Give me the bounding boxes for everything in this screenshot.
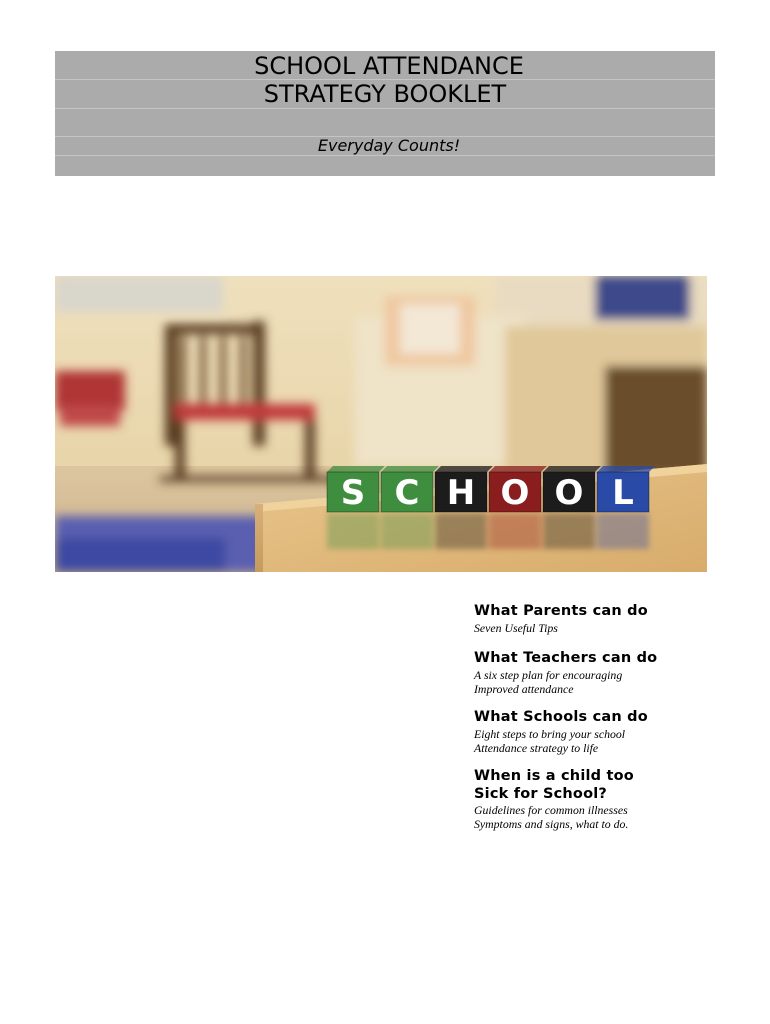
section-description: Improved attendance [474,681,574,696]
section-description: Guidelines for common illnesses [474,803,628,817]
section-heading-parents: What Parents can do [474,603,648,619]
title-banner [55,51,715,176]
classroom-photo [55,276,707,572]
page-subtitle: Everyday Counts! [317,136,461,155]
section-description: Seven Useful Tips [474,620,558,635]
list-item [474,768,734,831]
list-item [474,650,734,696]
section-heading-schools: What Schools can do [474,709,648,725]
section-description: A six step plan for encouraging [474,667,623,682]
section-description: Attendance strategy to life [474,740,599,755]
letter-block-label: S [340,473,366,513]
letter-block-label: C [394,473,420,513]
list-item [474,603,734,635]
section-heading-teachers: What Teachers can do [474,650,658,666]
section-heading-sick: When is a child too [474,768,634,784]
letter-block [489,466,547,513]
section-heading-sick: Sick for School? [474,785,608,802]
letter-block [381,466,439,513]
list-item [474,709,734,755]
letter-block-label: L [612,473,634,513]
section-description: Symptoms and signs, what to do. [474,817,629,831]
letter-block [435,466,493,513]
classroom-photo-graphic [55,276,707,572]
page-title-line-1: SCHOOL ATTENDANCE [254,52,524,80]
section-description: Eight steps to bring your school [474,726,626,741]
page-title-line-2: STRATEGY BOOKLET [263,80,507,108]
letter-block [597,466,655,513]
letter-block [543,466,601,513]
school-letter-blocks [327,466,655,513]
letter-block [327,466,385,513]
letter-block-label: O [554,473,584,513]
letter-block-label: O [500,473,530,513]
letter-block-label: H [446,473,476,513]
banner-rule [55,155,715,156]
